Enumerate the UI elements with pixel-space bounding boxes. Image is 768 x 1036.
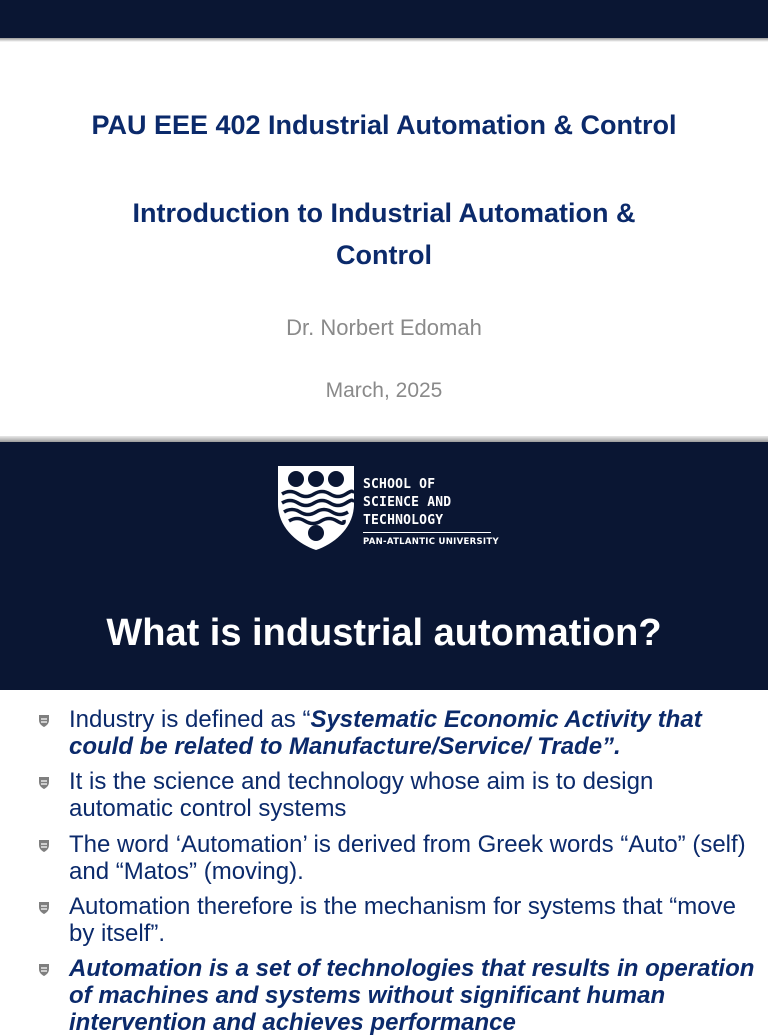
school-shield-icon [276,464,356,552]
bullet-list [0,690,768,1036]
bullet-text: Automation is a set of technologies that results in operation of machines and systems without significant human intervention and achieves performance [69,955,755,1036]
bullet-icon [38,963,50,977]
bullet-emphasis: Systematic Economic Activity that could be related to Manufacture/Service/ Trade”. [69,706,702,760]
bullet-text: The word ‘Automation’ is derived from Greek words “Auto” (self) and “Matos” (moving). [69,831,746,885]
university-name: PAN-ATLANTIC UNIVERSITY [363,537,499,547]
school-name-line3: TECHNOLOGY [363,513,444,528]
course-title: PAU EEE 402 Industrial Automation & Control [91,110,677,140]
bullet-text: Automation therefore is the mechanism for systems that “move by itself”. [69,893,736,947]
bullet-text: Industry is defined as “ [69,706,311,733]
bullet-icon [38,901,50,915]
lecture-title: Introduction to Industrial Automation & Control [132,198,636,270]
bullet-icon [38,839,50,853]
bullet-icon [38,714,50,728]
top-banner [0,0,768,38]
logo-rule [363,532,491,533]
school-name-line1: SCHOOL OF [363,477,436,492]
slide-title: What is industrial automation? [106,612,662,654]
slide-header-band [0,442,768,690]
bullet-icon [38,776,50,790]
bullet-text: It is the science and technology whose aim is to design automatic control systems [69,768,654,822]
school-name [363,476,451,530]
school-name-line2: SCIENCE AND [363,495,452,510]
lecture-date: March, 2025 [325,379,443,402]
author-name: Dr. Norbert Edomah [286,315,482,340]
title-slide [0,42,768,438]
